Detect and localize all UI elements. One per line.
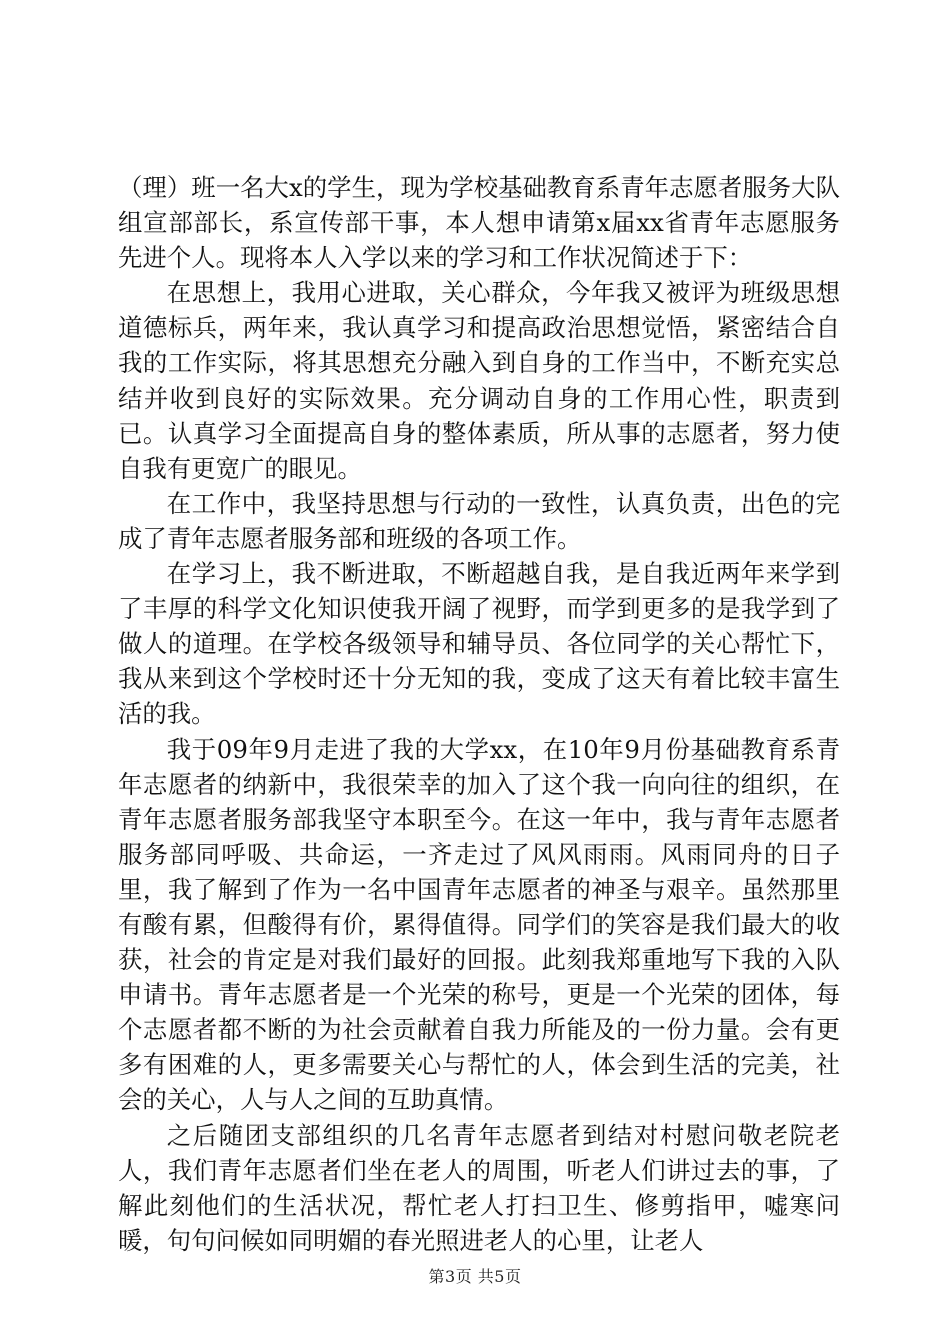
- document-body: [118, 170, 840, 1258]
- paragraph-study: 在学习上，我不断进取，不断超越自我，是自我近两年来学到了丰厚的科学文化知识使我开阔了视野，而学到更多的是我学到了做人的道理。在学校各级领导和辅导员、各位同学的关心帮忙下，我从来到这个学校时还十分无知的我，变成了这天有着比较丰富生活的我。: [118, 559, 840, 729]
- paragraph-experience: 我于09年9月走进了我的大学xx，在10年9月份基础教育系青年志愿者的纳新中，我很荣幸的加入了这个我一向向往的组织，在青年志愿者服务部我坚守本职至今。在这一年中，我与青年志愿者服务部同呼吸、共命运，一齐走过了风风雨雨。风雨同舟的日子里，我了解到了作为一名中国青年志愿者的神圣与艰辛。虽然那里有酸有累，但酸得有价，累得值得。同学们的笑容是我们最大的收获，社会的肯定是对我们最好的回报。此刻我郑重地写下我的入队申请书。青年志愿者是一个光荣的称号，更是一个光荣的团体，每个志愿者都不断的为社会贡献着自我力所能及的一份力量。会有更多有困难的人，更多需要关心与帮忙的人，体会到生活的完美，社会的关心，人与人之间的互助真情。: [118, 734, 840, 1115]
- paragraph-thought: 在思想上，我用心进取，关心群众，今年我又被评为班级思想道德标兵，两年来，我认真学习和提高政治思想觉悟，紧密结合自我的工作实际，将其思想充分融入到自身的工作当中，不断充实总结并收到良好的实际效果。充分调动自身的工作用心性，职责到已。认真学习全面提高自身的整体素质，所从事的志愿者，努力使自我有更宽广的眼见。: [118, 278, 840, 483]
- page-number-footer: 第3页 共5页: [428, 1267, 522, 1286]
- paragraph-intro: （理）班一名大x的学生，现为学校基础教育系青年志愿者服务大队组宣部部长，系宣传部干事，本人想申请第x届xx省青年志愿服务先进个人。现将本人入学以来的学习和工作状况简述于下：: [118, 173, 840, 273]
- paragraph-volunteer-visit: 之后随团支部组织的几名青年志愿者到结对村慰问敬老院老人，我们青年志愿者们坐在老人的周围，听老人们讲过去的事，了解此刻他们的生活状况，帮忙老人打扫卫生、修剪指甲，嘘寒问暖，句句问候如同明媚的春光照进老人的心里，让老人: [118, 1120, 840, 1255]
- paragraph-work: 在工作中，我坚持思想与行动的一致性，认真负责，出色的完成了青年志愿者服务部和班级的各项工作。: [118, 488, 840, 553]
